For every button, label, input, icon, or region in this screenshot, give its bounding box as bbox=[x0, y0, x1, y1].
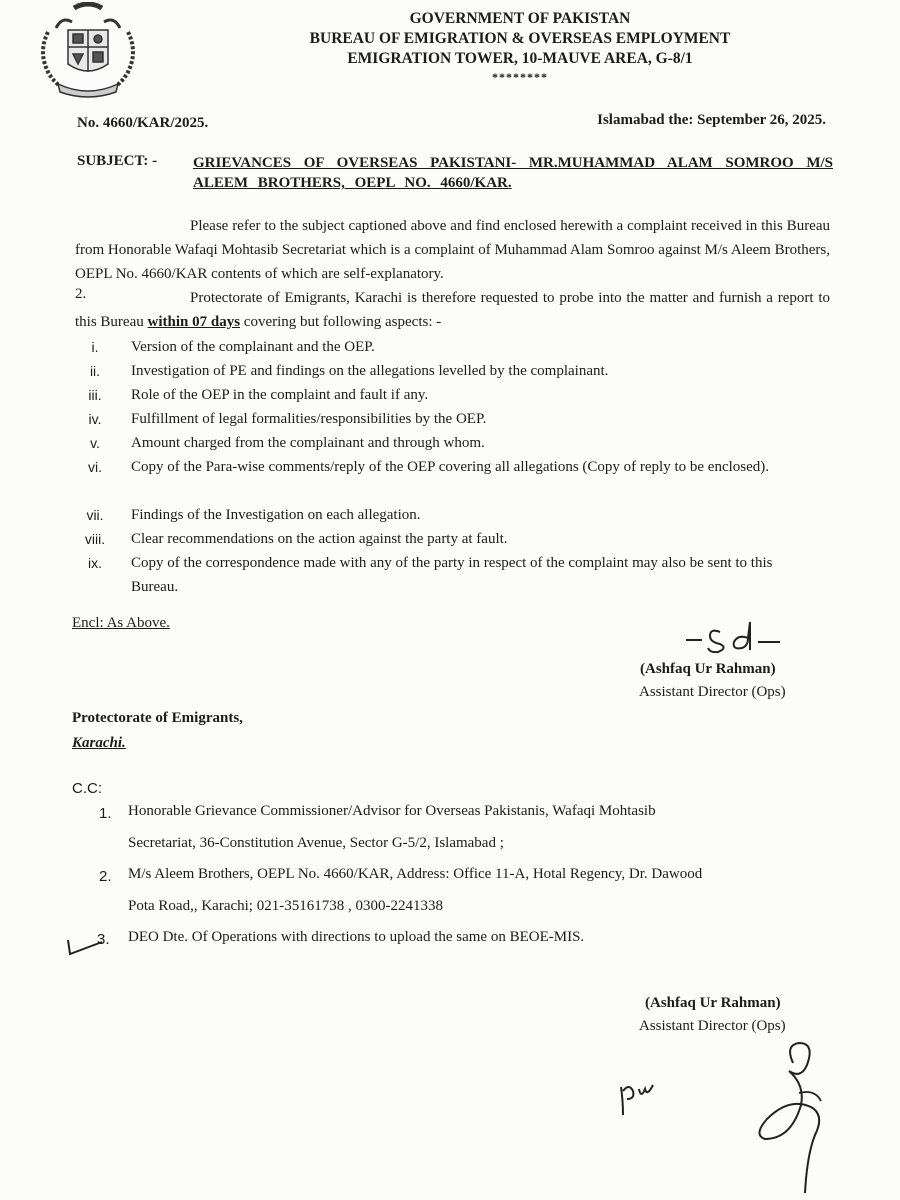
aspect-item: Fulfillment of legal formalities/responsibilities by the OEP. bbox=[131, 411, 487, 427]
aspect-number: ii. bbox=[89, 363, 101, 379]
aspect-number: v. bbox=[90, 435, 100, 451]
aspect-number: i. bbox=[91, 339, 99, 355]
letterhead-separator: ******** bbox=[492, 70, 548, 84]
enclosure-note: Encl: As Above. bbox=[72, 615, 170, 631]
aspect-number: viii. bbox=[84, 531, 106, 547]
paragraph-2-number: 2. bbox=[75, 286, 87, 302]
signature-sd-mark bbox=[680, 618, 790, 658]
subject-text: GRIEVANCES OF OVERSEAS PAKISTANI- MR.MUHAMMAD ALAM SOMROO M/S ALEEM BROTHERS, OEPL NO. 4660/KAR. bbox=[193, 155, 833, 191]
aspect-number: vii. bbox=[86, 507, 104, 523]
cc-label: C.C: bbox=[72, 780, 102, 797]
letter-date: Islamabad the: September 26, 2025. bbox=[597, 112, 826, 128]
paragraph-2 bbox=[75, 286, 830, 334]
aspect-item: Copy of the correspondence made with any of the party in respect of the complaint may also be sent to this Bureau. bbox=[131, 555, 773, 595]
signatory-title: Assistant Director (Ops) bbox=[639, 1018, 786, 1034]
addressee-office: Protectorate of Emigrants, bbox=[72, 710, 243, 726]
aspect-item: Role of the OEP in the complaint and fault if any. bbox=[131, 387, 429, 403]
reference-number: No. 4660/KAR/2025. bbox=[77, 115, 209, 131]
addressee-city: Karachi. bbox=[72, 735, 126, 751]
paragraph-2-text-start: Protectorate of Emigrants, Karachi is therefore requested to probe into the matter and furnish a report to this Bureau bbox=[75, 290, 830, 330]
aspect-item: Version of the complainant and the OEP. bbox=[131, 339, 375, 355]
cc-item-line: Honorable Grievance Commissioner/Advisor for Overseas Pakistanis, Wafaqi Mohtasib bbox=[128, 803, 656, 819]
cc-item-line: Pota Road,, Karachi; 021-35161738 , 0300-2241338 bbox=[128, 898, 443, 914]
aspect-item: Findings of the Investigation on each allegation. bbox=[131, 507, 421, 523]
state-emblem-icon bbox=[28, 2, 148, 102]
aspect-item: Clear recommendations on the action against the party at fault. bbox=[131, 531, 508, 547]
paragraph-2-text-end: covering but following aspects: - bbox=[240, 314, 442, 330]
handwritten-signature bbox=[745, 1035, 840, 1195]
letterhead-line-3: EMIGRATION TOWER, 10-MAUVE AREA, G-8/1 bbox=[347, 50, 693, 67]
letterhead-line-1: GOVERNMENT OF PAKISTAN bbox=[409, 10, 631, 27]
cc-item-line: Secretariat, 36-Constitution Avenue, Sector G-5/2, Islamabad ; bbox=[128, 835, 504, 851]
signatory-name: (Ashfaq Ur Rahman) bbox=[645, 995, 781, 1011]
aspect-number: iv. bbox=[88, 411, 102, 427]
cc-item-line: M/s Aleem Brothers, OEPL No. 4660/KAR, Address: Office 11-A, Hotal Regency, Dr. Dawood bbox=[128, 866, 703, 882]
aspect-item: Amount charged from the complainant and through whom. bbox=[131, 435, 485, 451]
cc-item-number: 3. bbox=[97, 931, 110, 948]
aspect-number: iii. bbox=[88, 387, 102, 403]
cc-item-number: 1. bbox=[99, 805, 112, 822]
aspect-item: Investigation of PE and findings on the allegations levelled by the complainant. bbox=[131, 363, 609, 379]
subject-label: SUBJECT: - bbox=[77, 153, 158, 169]
deadline-emphasis: within 07 days bbox=[147, 314, 241, 330]
cc-item-number: 2. bbox=[99, 868, 112, 885]
paragraph-1: Please refer to the subject captioned above and find enclosed herewith a complaint received in this Bureau from Honorable Wafaqi Mohtasib Secretariat which is a complaint of Muhammad Alam Somroo against M/s Aleem Brothers, OEPL No. 4660/KAR contents of which are self-explanatory. bbox=[75, 218, 830, 282]
signatory-name: (Ashfaq Ur Rahman) bbox=[640, 661, 776, 677]
letterhead-line-2: BUREAU OF EMIGRATION & OVERSEAS EMPLOYMENT bbox=[309, 30, 731, 47]
aspect-number: ix. bbox=[88, 555, 102, 571]
cc-item-line: DEO Dte. Of Operations with directions to upload the same on BEOE-MIS. bbox=[128, 929, 585, 945]
handwritten-initial-mark bbox=[615, 1075, 665, 1120]
aspect-item: Copy of the Para-wise comments/reply of the OEP covering all allegations (Copy of reply to be enclosed). bbox=[131, 459, 770, 475]
signatory-title: Assistant Director (Ops) bbox=[639, 684, 786, 700]
aspect-number: vi. bbox=[88, 459, 102, 475]
